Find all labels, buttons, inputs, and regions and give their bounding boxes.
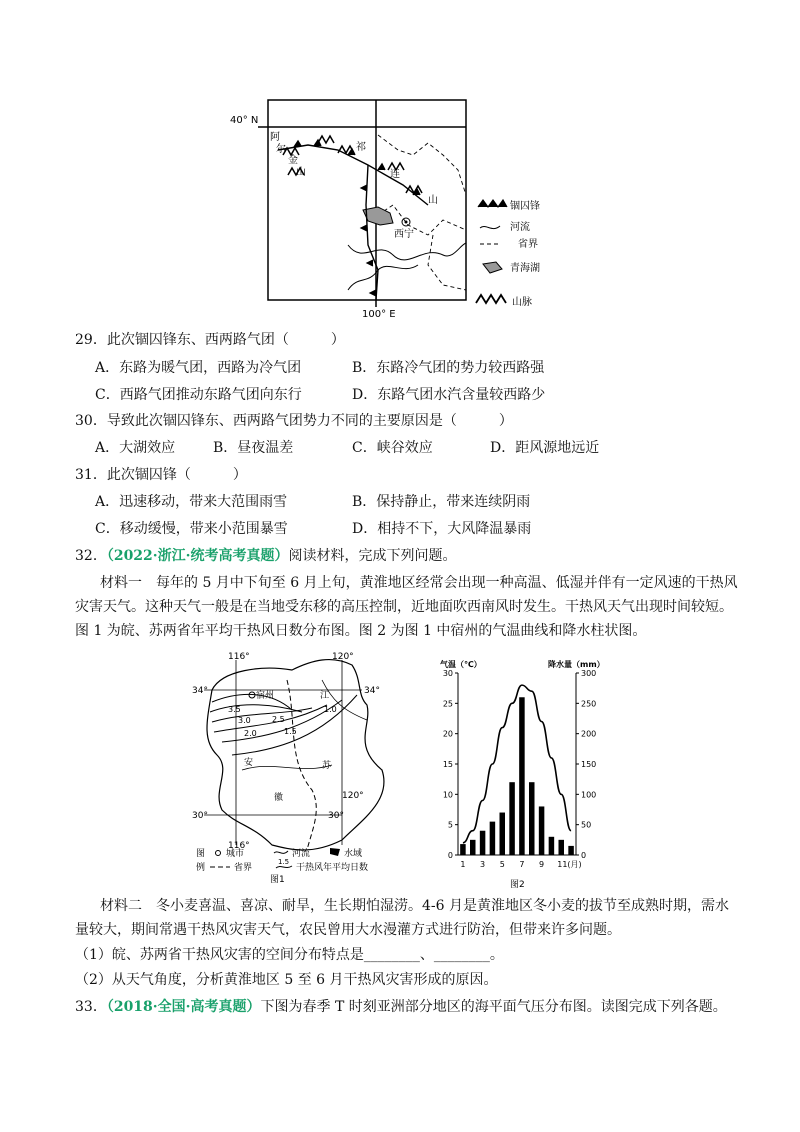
- figure-1-map-svg: [192, 650, 392, 885]
- fig2-left-tick-label: 20: [442, 729, 453, 739]
- fig1-lon120-top: 120°: [332, 652, 354, 662]
- mountain-legend-icon: [476, 295, 506, 303]
- altun-char-2: 尔: [276, 144, 286, 155]
- fig1-iso-1-0: 1.0: [324, 705, 337, 714]
- q31-option-b[interactable]: B．保持静止，带来连续阴雨: [352, 494, 531, 510]
- fig2-temperature-curve: [463, 685, 571, 843]
- q30-option-c[interactable]: C．峡谷效应: [352, 440, 433, 456]
- q29-option-b[interactable]: B．东路冷气团的势力较西路强: [352, 360, 545, 376]
- fig1-legend-river-icon: [274, 851, 288, 853]
- q32-material1-line1: 材料一 每年的 5 月中下旬至 6 月上旬，黄淮地区经常会出现一种高温、低湿并伴有一定风速的干热风: [100, 575, 738, 591]
- fig2-right-tick-label: 150: [581, 760, 597, 769]
- fig2-precip-bar: [549, 837, 555, 855]
- fig2-precip-bar: [509, 782, 515, 855]
- qilian-char-1: 祁: [356, 142, 366, 153]
- fig2-caption: 图2: [510, 880, 525, 890]
- legend-occluded-front: 锢囚锋: [510, 201, 540, 212]
- fig2-x-tick-label: 3: [480, 860, 486, 869]
- q29-option-a[interactable]: A．东路为暖气团，西路为冷气团: [95, 360, 302, 376]
- fig2-left-tick-label: 25: [442, 699, 453, 709]
- fig1-lat34-left: 34°: [192, 686, 208, 696]
- fig1-legend-river: 河流: [292, 849, 311, 859]
- legend-lake: 青海湖: [510, 263, 540, 274]
- fig2-left-tick-label: 15: [442, 760, 453, 769]
- fig1-legend-label-1: 图: [196, 849, 206, 859]
- fig1-legend-isoline: 干热风年平均日数: [296, 863, 369, 873]
- legend-boundary: 省界: [518, 239, 538, 250]
- lon-label: 100° E: [362, 309, 396, 320]
- altun-char-1: 阿: [270, 132, 280, 143]
- fig1-legend-water: 水域: [344, 849, 363, 859]
- q31-option-d[interactable]: D．相持不下，大风降温暴雨: [352, 521, 532, 537]
- fig2-precip-bar: [470, 840, 476, 855]
- fig1-prov-jiang: 江: [320, 691, 330, 701]
- fig2-left-tick-label: 30: [442, 669, 453, 678]
- q30-option-b[interactable]: B．昼夜温差: [213, 440, 294, 456]
- q32-subquestion-2: （2）从天气角度，分析黄淮地区 5 至 6 月干热风灾害形成的原因。: [75, 972, 498, 988]
- q32-subquestion-1: （1）皖、苏两省干热风灾害的空间分布特点是________、________。: [75, 947, 504, 963]
- fig2-precip-bar: [568, 846, 574, 855]
- q29-option-c[interactable]: C．西路气团推动东路气团向东行: [95, 387, 302, 403]
- q31-stem: 31．此次锢囚锋（ ）: [75, 467, 247, 483]
- fig1-prov-hui: 徽: [274, 793, 284, 803]
- fig2-right-tick-label: 250: [581, 699, 597, 709]
- fig2-right-tick-label: 100: [581, 790, 597, 800]
- fig1-lon116-top: 116°: [228, 652, 250, 662]
- fig2-x-tick-label: 9: [539, 860, 545, 869]
- q31-option-c[interactable]: C．移动缓慢，带来小范围暴雪: [95, 521, 288, 537]
- fig1-lon120-bottom: 120°: [342, 791, 364, 801]
- fig2-ylabel-left: 气温（℃）: [440, 660, 482, 669]
- fig2-precip-bar: [480, 831, 486, 855]
- occluded-front-map: [228, 95, 548, 320]
- fig2-precip-bar: [490, 822, 496, 855]
- fig1-legend-iso-icon: [276, 866, 292, 868]
- q33-header: [75, 997, 727, 1017]
- fig2-precip-bar: [529, 782, 535, 855]
- altun-char-4: 山: [296, 167, 306, 178]
- fig1-prov-an: 安: [244, 758, 254, 768]
- fig1-iso-2-0: 2.0: [244, 729, 257, 738]
- legend-mountain: 山脉: [512, 297, 532, 308]
- xining-label: 西宁: [394, 229, 414, 240]
- fig1-caption: 图1: [270, 875, 285, 885]
- fig2-right-tick-label: 50: [581, 820, 592, 830]
- fig1-legend-city-icon: [216, 851, 221, 856]
- q30-stem: 30．导致此次锢囚锋东、西两路气团势力不同的主要原因是（ ）: [75, 413, 513, 429]
- q33-source-tag: （2018·全国·高考真题）: [106, 999, 261, 1015]
- fig1-lat34-right: 34°: [364, 686, 380, 696]
- fig2-precip-bar: [558, 840, 564, 855]
- fig1-iso-3-0: 3.0: [238, 716, 251, 725]
- occluded-front-legend-icon: [478, 200, 507, 207]
- fig1-lon116-bottom: 116°: [228, 841, 250, 851]
- fig1-city-suzhou: 宿州: [256, 691, 275, 701]
- fig2-x-tick-label: 7: [519, 860, 525, 869]
- fig2-precip-bar: [519, 697, 525, 855]
- fig2-precip-bar: [499, 813, 505, 855]
- qilian-char-3: 山: [428, 195, 438, 206]
- lat-label: 40° N: [230, 115, 259, 126]
- fig1-lat30-left: 30°: [192, 811, 208, 821]
- fig2-left-tick-label: 10: [442, 790, 453, 800]
- fig2-right-tick-label: 0: [581, 851, 587, 860]
- fig2-precip-bar: [539, 806, 545, 855]
- q29-option-d[interactable]: D．东路气团水汽含量较西路少: [352, 387, 546, 403]
- q32-source-tag: （2022·浙江·统考高考真题）: [106, 548, 289, 564]
- q31-option-a[interactable]: A．迅速移动，带来大范围雨雪: [95, 494, 288, 510]
- fig1-lat30-right: 30°: [328, 811, 344, 821]
- qilian-char-2: 连: [390, 169, 400, 180]
- fig2-temperature-line: [463, 685, 571, 843]
- fig1-legend-city: 城市: [226, 849, 245, 859]
- fig1-legend-iso-sample: 1.5: [278, 858, 290, 866]
- fig2-left-tick-label: 0: [447, 851, 453, 860]
- fig1-iso-2-5: 2.5: [272, 715, 285, 724]
- q33-stem: 下图为春季 T 时刻亚洲部分地区的海平面气压分布图。读图完成下列各题。: [260, 999, 727, 1015]
- q32-material1-line3: 图 1 为皖、苏两省年平均干热风日数分布图。图 2 为图 1 中宿州的气温曲线和降水柱状图。: [75, 623, 647, 639]
- river-legend-icon: [480, 226, 500, 229]
- fig1-legend-water-icon: [330, 848, 340, 856]
- q32-header: [75, 546, 457, 566]
- q30-option-d[interactable]: D．距风源地远近: [490, 440, 600, 456]
- legend-river: 河流: [510, 222, 530, 233]
- occluded-front-map-svg: [228, 95, 548, 320]
- q32-material1-line2: 灾害天气。这种天气一般是在当地受东移的高压控制，近地面吹西南风时发生。干热风天气出现时间较短。: [75, 599, 733, 615]
- q29-stem: 29．此次锢囚锋东、西两路气团（ ）: [75, 332, 345, 348]
- fig2-precip-bar: [460, 844, 466, 855]
- fig2-left-tick-label: 5: [447, 820, 453, 830]
- q32-stem: 阅读材料，完成下列问题。: [288, 548, 457, 564]
- q32-material2-line2: 量较大，期间常遇干热风灾害天气，农民曾用大水漫灌方式进行防治，但带来许多问题。: [75, 922, 621, 938]
- lake-legend-icon: [483, 262, 502, 273]
- fig1-legend-boundary: 省界: [234, 863, 253, 873]
- fig1-iso-1-5: 1.5: [284, 727, 297, 736]
- q32-number: 32．: [75, 548, 107, 564]
- climate-chart-svg: [436, 655, 616, 890]
- altun-char-3: 金: [288, 155, 298, 166]
- fig2-x-tick-label: 5: [499, 860, 505, 869]
- fig2-x-tick-label: 1: [460, 860, 466, 869]
- fig2-ylabel-right: 降水量（mm）: [548, 660, 605, 669]
- fig1-legend-label-2: 例: [196, 863, 206, 873]
- q33-number: 33．: [75, 999, 107, 1015]
- q32-material2-line1: 材料二 冬小麦喜温、喜凉、耐旱，生长期怕湿涝。4-6 月是黄淮地区冬小麦的拔节至成熟时期，需水: [100, 898, 729, 914]
- fig2-x-tick-label: 11(月): [557, 860, 582, 869]
- figure-1-map: [192, 650, 392, 885]
- fig2-right-tick-label: 300: [581, 669, 597, 678]
- fig1-prov-su: 苏: [322, 761, 332, 771]
- fig2-right-tick-label: 200: [581, 729, 597, 739]
- figure-2-chart: [436, 655, 616, 890]
- q30-option-a[interactable]: A．大湖效应: [95, 440, 176, 456]
- fig1-iso-3-5: 3.5: [228, 705, 241, 714]
